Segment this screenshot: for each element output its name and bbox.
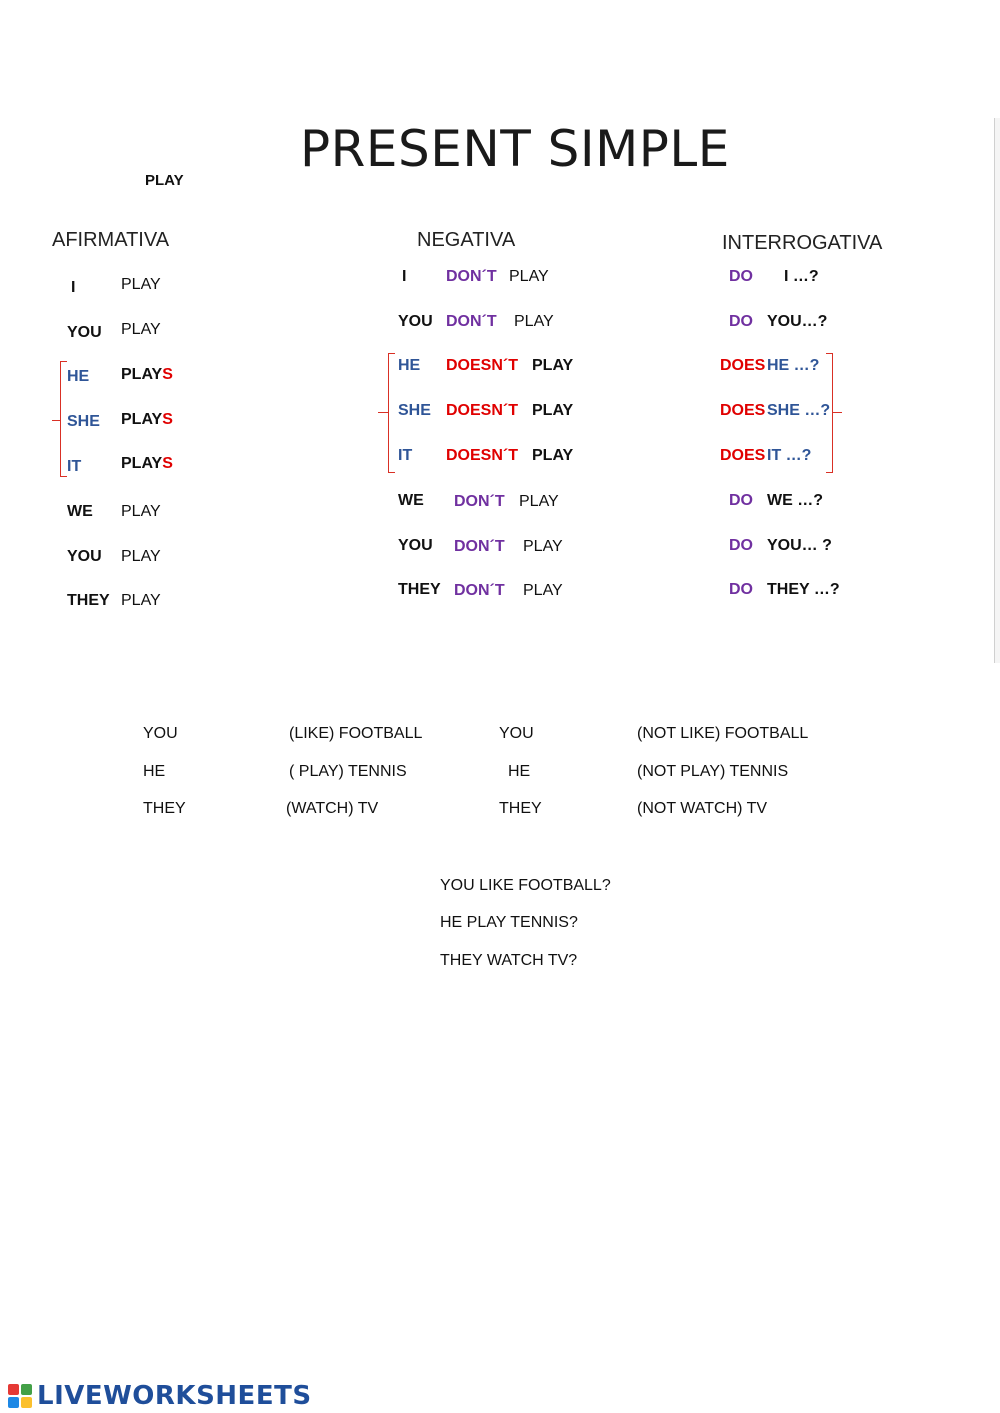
page-title: PRESENT SIMPLE [300, 120, 730, 178]
exercise-subject: YOU [143, 725, 178, 742]
exercise-subject: THEY [499, 800, 542, 817]
neg-aux: DON´T [446, 313, 497, 330]
int-aux: DO [729, 313, 753, 330]
aff-verb-base: PLAY [121, 321, 161, 338]
aff-pronoun: SHE [67, 413, 100, 430]
exercise-subject: THEY [143, 800, 186, 817]
heading-affirmative: AFIRMATIVA [52, 229, 170, 251]
aff-verb [121, 276, 161, 294]
int-rest: WE …? [767, 492, 823, 509]
third-person-bracket [826, 353, 833, 473]
int-rest: HE …? [767, 357, 820, 374]
aff-verb [121, 366, 173, 384]
neg-pronoun: I [402, 268, 407, 285]
exercise-subject: YOU [499, 725, 534, 742]
neg-aux: DOESN´T [446, 402, 518, 419]
bracket-tick [378, 412, 388, 413]
aff-pronoun: I [71, 279, 76, 296]
neg-verb: PLAY [514, 313, 554, 330]
int-rest: I …? [784, 268, 819, 285]
neg-aux: DON´T [446, 268, 497, 285]
bracket-tick [52, 420, 60, 421]
aff-verb-suffix: S [162, 366, 173, 383]
aff-verb [121, 411, 173, 429]
neg-verb: PLAY [532, 402, 574, 419]
liveworksheets-logo [8, 1381, 312, 1411]
aff-verb-base: PLAY [121, 455, 163, 472]
heading-negative: NEGATIVA [417, 229, 516, 251]
aff-pronoun: YOU [67, 548, 102, 565]
aff-pronoun: WE [67, 503, 93, 520]
neg-aux: DON´T [454, 493, 505, 510]
neg-aux: DON´T [454, 582, 505, 599]
aff-verb [121, 321, 161, 339]
neg-pronoun: WE [398, 492, 424, 509]
bracket-tick [832, 412, 842, 413]
third-person-bracket [60, 361, 67, 477]
neg-verb: PLAY [523, 582, 563, 599]
neg-verb: PLAY [509, 268, 549, 285]
aff-pronoun: HE [67, 368, 90, 385]
neg-pronoun: IT [398, 447, 413, 464]
exercise-prompt: (WATCH) TV [286, 800, 379, 817]
logo-block [8, 1397, 19, 1408]
neg-verb: PLAY [532, 447, 574, 464]
neg-aux: DON´T [454, 538, 505, 555]
neg-verb: PLAY [519, 493, 559, 510]
aff-pronoun: YOU [67, 324, 102, 341]
aff-verb [121, 503, 161, 521]
third-person-bracket [388, 353, 395, 473]
aff-verb-base: PLAY [121, 411, 163, 428]
verb-label: PLAY [145, 172, 184, 189]
int-aux: DO [729, 268, 753, 285]
logo-block [21, 1397, 32, 1408]
exercise-prompt: (LIKE) FOOTBALL [289, 725, 423, 742]
int-aux: DO [729, 581, 753, 598]
int-aux: DOES [720, 357, 766, 374]
aff-verb-base: PLAY [121, 276, 161, 293]
aff-verb-suffix: S [162, 411, 173, 428]
int-aux: DOES [720, 402, 766, 419]
aff-verb-base: PLAY [121, 503, 161, 520]
exercise-prompt: (NOT PLAY) TENNIS [637, 763, 789, 780]
aff-verb-suffix: S [162, 455, 173, 472]
aff-verb-base: PLAY [121, 366, 163, 383]
int-rest: SHE …? [767, 402, 831, 419]
int-aux: DO [729, 492, 753, 509]
neg-aux: DOESN´T [446, 357, 518, 374]
logo-block [8, 1384, 19, 1395]
aff-verb-base: PLAY [121, 548, 161, 565]
logo-blocks-icon [8, 1384, 32, 1408]
neg-verb: PLAY [523, 538, 563, 555]
neg-pronoun: YOU [398, 537, 433, 554]
logo-text: LIVEWORKSHEETS [37, 1381, 312, 1411]
int-aux: DOES [720, 447, 766, 464]
heading-interrogative: INTERROGATIVA [722, 232, 883, 254]
neg-pronoun: THEY [398, 581, 441, 598]
aff-pronoun: IT [67, 458, 82, 475]
int-rest: YOU… ? [767, 537, 832, 554]
neg-pronoun: SHE [398, 402, 431, 419]
exercise-subject: HE [508, 763, 531, 780]
neg-pronoun: YOU [398, 313, 433, 330]
exercise-question: THEY WATCH TV? [440, 952, 578, 969]
aff-pronoun: THEY [67, 592, 110, 609]
neg-verb: PLAY [532, 357, 574, 374]
aff-verb-base: PLAY [121, 592, 161, 609]
exercise-prompt: (NOT WATCH) TV [637, 800, 768, 817]
page-edge-shadow [994, 118, 1000, 663]
logo-block [21, 1384, 32, 1395]
int-aux: DO [729, 537, 753, 554]
int-rest: THEY …? [767, 581, 840, 598]
neg-aux: DOESN´T [446, 447, 518, 464]
int-rest: IT …? [767, 447, 812, 464]
exercise-question: YOU LIKE FOOTBALL? [440, 877, 611, 894]
aff-verb [121, 548, 161, 566]
exercise-prompt: (NOT LIKE) FOOTBALL [637, 725, 809, 742]
exercise-subject: HE [143, 763, 166, 780]
int-rest: YOU…? [767, 313, 828, 330]
exercise-prompt: ( PLAY) TENNIS [289, 763, 407, 780]
exercise-question: HE PLAY TENNIS? [440, 914, 578, 931]
aff-verb [121, 455, 173, 473]
aff-verb [121, 592, 161, 610]
neg-pronoun: HE [398, 357, 421, 374]
